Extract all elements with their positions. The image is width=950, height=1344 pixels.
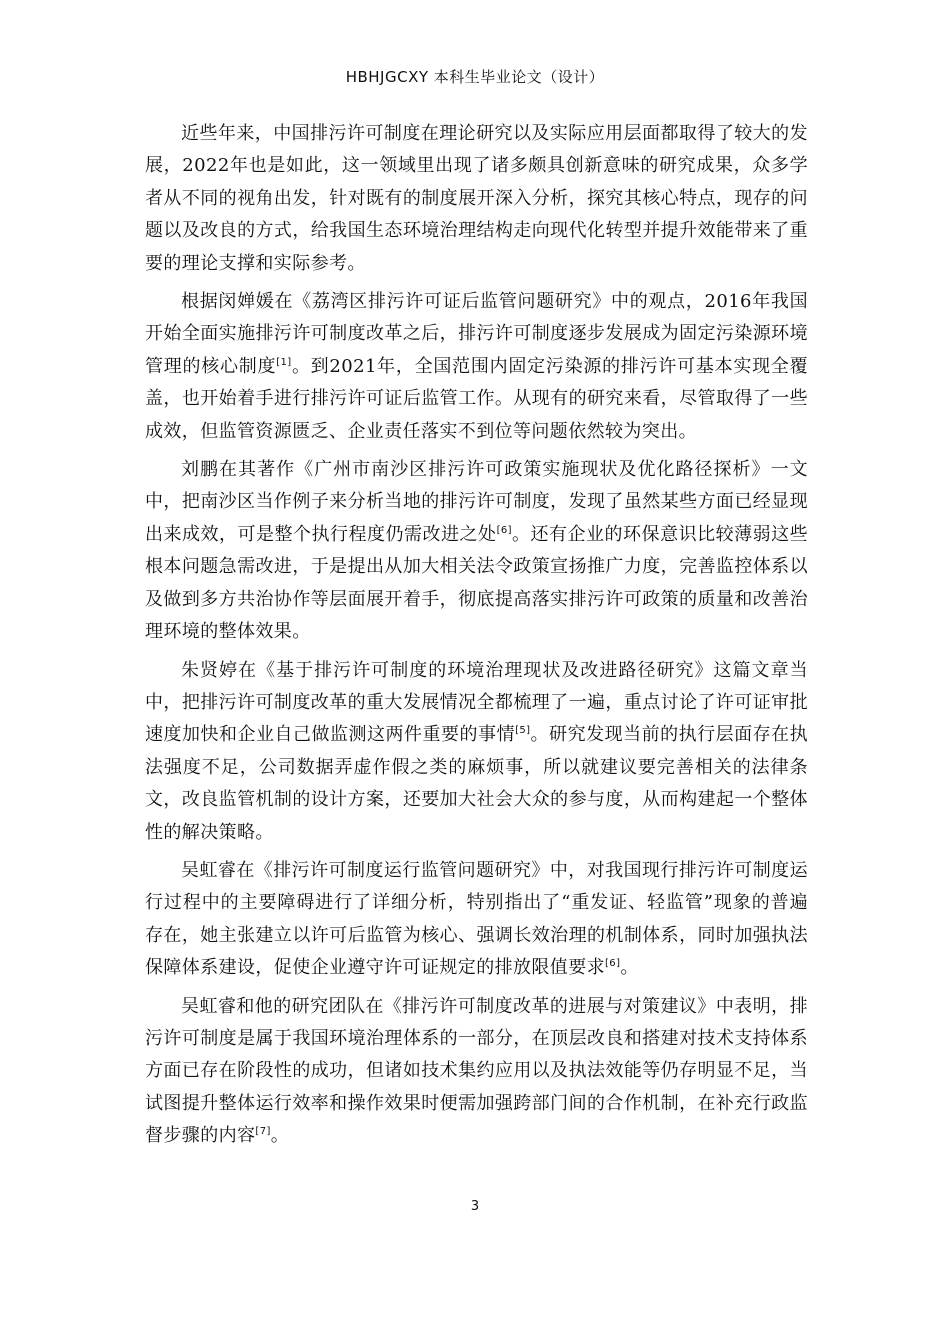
paragraph-text: 朱贤婷在《基于排污许可制度的环境治理现状及改进路径研究》这篇文章当中，把排污许可制度改革的重大发展情况全都梳理了一遍，重点讨论了许可证审批速度加快和企业自己做监测这两件重要的事情: [145, 659, 808, 746]
paragraph-text: 吴虹睿和他的研究团队在《排污许可制度改革的进展与对策建议》中表明，排污许可制度是属于我国环境治理体系的一部分，在顶层改良和搭建对技术支持体系方面已存在阶段性的成功，但诸如技术集约应用以及执法效能等仍存明显不足，当试图提升整体运行效率和操作效果时便需加强跨部门间的合作机制，在补充行政监督步骤的内容: [145, 995, 808, 1147]
paragraph-liu-peng: [145, 454, 808, 648]
citation-ref: [6]: [605, 958, 621, 970]
paragraph-text: 。研究发现当前的执行层面存在执法强度不足，公司数据弄虚作假之类的麻烦事，所以就建议要完善相关的法律条文，改良监管机制的设计方案，还要加大社会大众的参与度，从而构建起一个整体性的解决策略。: [145, 724, 809, 843]
paragraph-text: 近些年来，中国排污许可制度在理论研究以及实际应用层面都取得了较大的发展，2022年也是如此，这一领域里出现了诸多颇具创新意味的研究成果，众多学者从不同的视角出发，针对既有的制度展开深入分析，探究其核心特点，现存的问题以及改良的方式，给我国生态环境治理结构走向现代化转型并提升效能带来了重要的理论支撑和实际参考。: [145, 123, 808, 274]
citation-ref: [7]: [255, 1126, 271, 1138]
page-header: HBHJGCXY 本科生毕业论文（设计）: [345, 68, 605, 86]
paragraph-wu-hongrui: [145, 855, 808, 985]
paragraph-zhu-xianting: [145, 655, 808, 849]
body-text: [145, 118, 808, 1153]
citation-ref: [5]: [515, 725, 531, 737]
citation-ref: [1]: [276, 356, 292, 368]
paragraph-min-chanyuan: [145, 286, 808, 448]
paragraph-wu-hongrui-team: [145, 991, 808, 1153]
paragraph-text: 刘鹏在其著作《广州市南沙区排污许可政策实施现状及优化路径探析》一文中，把南沙区当作例子来分析当地的排污许可制度，发现了虽然某些方面已经显现出来成效，可是整个执行程度仍需改进之处: [145, 459, 808, 545]
citation-ref: [6]: [496, 524, 512, 536]
paragraph-text: 。: [270, 1125, 290, 1147]
paragraph-text: 吴虹睿在《排污许可制度运行监管问题研究》中，对我国现行排污许可制度运行过程中的主要障碍进行了详细分析，特别指出了“重发证、轻监管”现象的普遍存在，她主张建立以许可后监管为核心、强调长效治理的机制体系，同时加强执法保障体系建设，促使企业遵守许可证规定的排放限值要求: [145, 859, 808, 979]
paragraph-intro: [145, 118, 808, 280]
paragraph-text: 。还有企业的环保意识比较薄弱这些根本问题急需改进，于是提出从加大相关法令政策宣扬推广力度，完善监控体系以及做到多方共治协作等层面展开着手，彻底提高落实排污许可政策的质量和改善治理环境的整体效果。: [145, 523, 808, 643]
paragraph-text: 根据闵婵媛在《荔湾区排污许可证后监管问题研究》中的观点，2016年我国开始全面实施排污许可制度改革之后，排污许可制度逐步发展成为固定污染源环境管理的核心制度: [145, 291, 808, 377]
page-number: 3: [470, 1199, 480, 1214]
paragraph-text: 。到2021年，全国范围内固定污染源的排污许可基本实现全覆盖，也开始着手进行排污许可证后监管工作。从现有的研究来看，尽管取得了一些成效，但监管资源匮乏、企业责任落实不到位等问题依然较为突出。: [145, 355, 808, 442]
paragraph-text: 。: [620, 957, 639, 979]
